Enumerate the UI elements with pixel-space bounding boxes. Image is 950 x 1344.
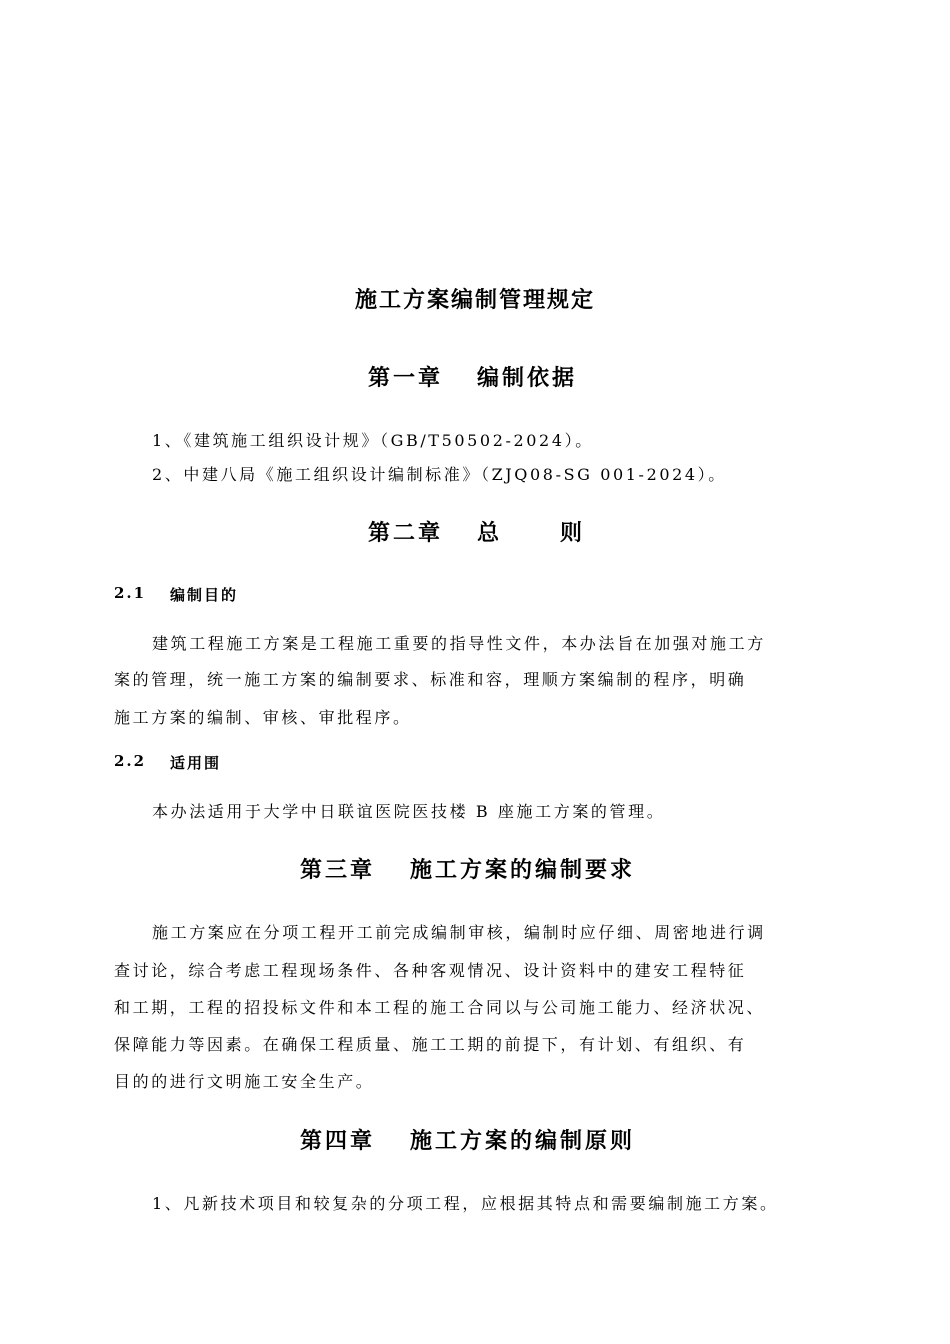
- chapter-3-title: 施工方案的编制要求: [410, 857, 636, 883]
- chapter-3-number: 第三章: [300, 857, 376, 883]
- section-2-1-line-1: 建筑工程施工方案是工程施工重要的指导性文件，本办法旨在加强对施工方: [152, 634, 766, 653]
- chapter-2-title-b: 则: [560, 520, 586, 546]
- chapter-3-line-4: 保障能力等因素。在确保工程质量、施工工期的前提下，有计划、有组织、有: [114, 1035, 747, 1054]
- section-2-2-number: 2.2: [114, 752, 147, 770]
- chapter-3-line-1: 施工方案应在分项工程开工前完成编制审核，编制时应仔细、周密地进行调: [152, 923, 766, 942]
- section-2-1-line-3: 施工方案的编制、审核、审批程序。: [114, 708, 412, 727]
- chapter-1-item-1: 1、《建筑施工组织设计规》（GB/T50502-2024）。: [152, 431, 594, 450]
- section-2-1-line-2: 案的管理，统一施工方案的编制要求、标准和容，理顺方案编制的程序，明确: [114, 670, 747, 689]
- section-2-2-title: 适用围: [170, 754, 222, 772]
- document-title: 施工方案编制管理规定: [354, 287, 595, 313]
- chapter-4-title: 施工方案的编制原则: [410, 1128, 636, 1154]
- chapter-4-number: 第四章: [300, 1128, 376, 1154]
- chapter-2-number: 第二章: [368, 520, 444, 546]
- section-2-2-line-1: 本办法适用于大学中日联谊医院医技楼 B 座施工方案的管理。: [152, 802, 666, 821]
- chapter-1-number: 第一章: [368, 365, 444, 391]
- chapter-4-line-1: 1、凡新技术项目和较复杂的分项工程，应根据其特点和需要编制施工方案。: [152, 1194, 779, 1213]
- chapter-1-item-2: 2、中建八局《施工组织设计编制标准》（ZJQ08-SG 001-2024）。: [152, 465, 727, 484]
- chapter-1-title: 编制依据: [477, 365, 578, 391]
- chapter-3-line-5: 目的的进行文明施工安全生产。: [114, 1072, 375, 1091]
- chapter-3-line-2: 查讨论，综合考虑工程现场条件、各种客观情况、设计资料中的建安工程特征: [114, 961, 747, 980]
- chapter-3-line-3: 和工期，工程的招投标文件和本工程的施工合同以与公司施工能力、经济状况、: [114, 998, 766, 1017]
- section-2-1-number: 2.1: [114, 584, 147, 602]
- chapter-2-title-a: 总: [477, 520, 503, 546]
- section-2-1-title: 编制目的: [170, 586, 239, 604]
